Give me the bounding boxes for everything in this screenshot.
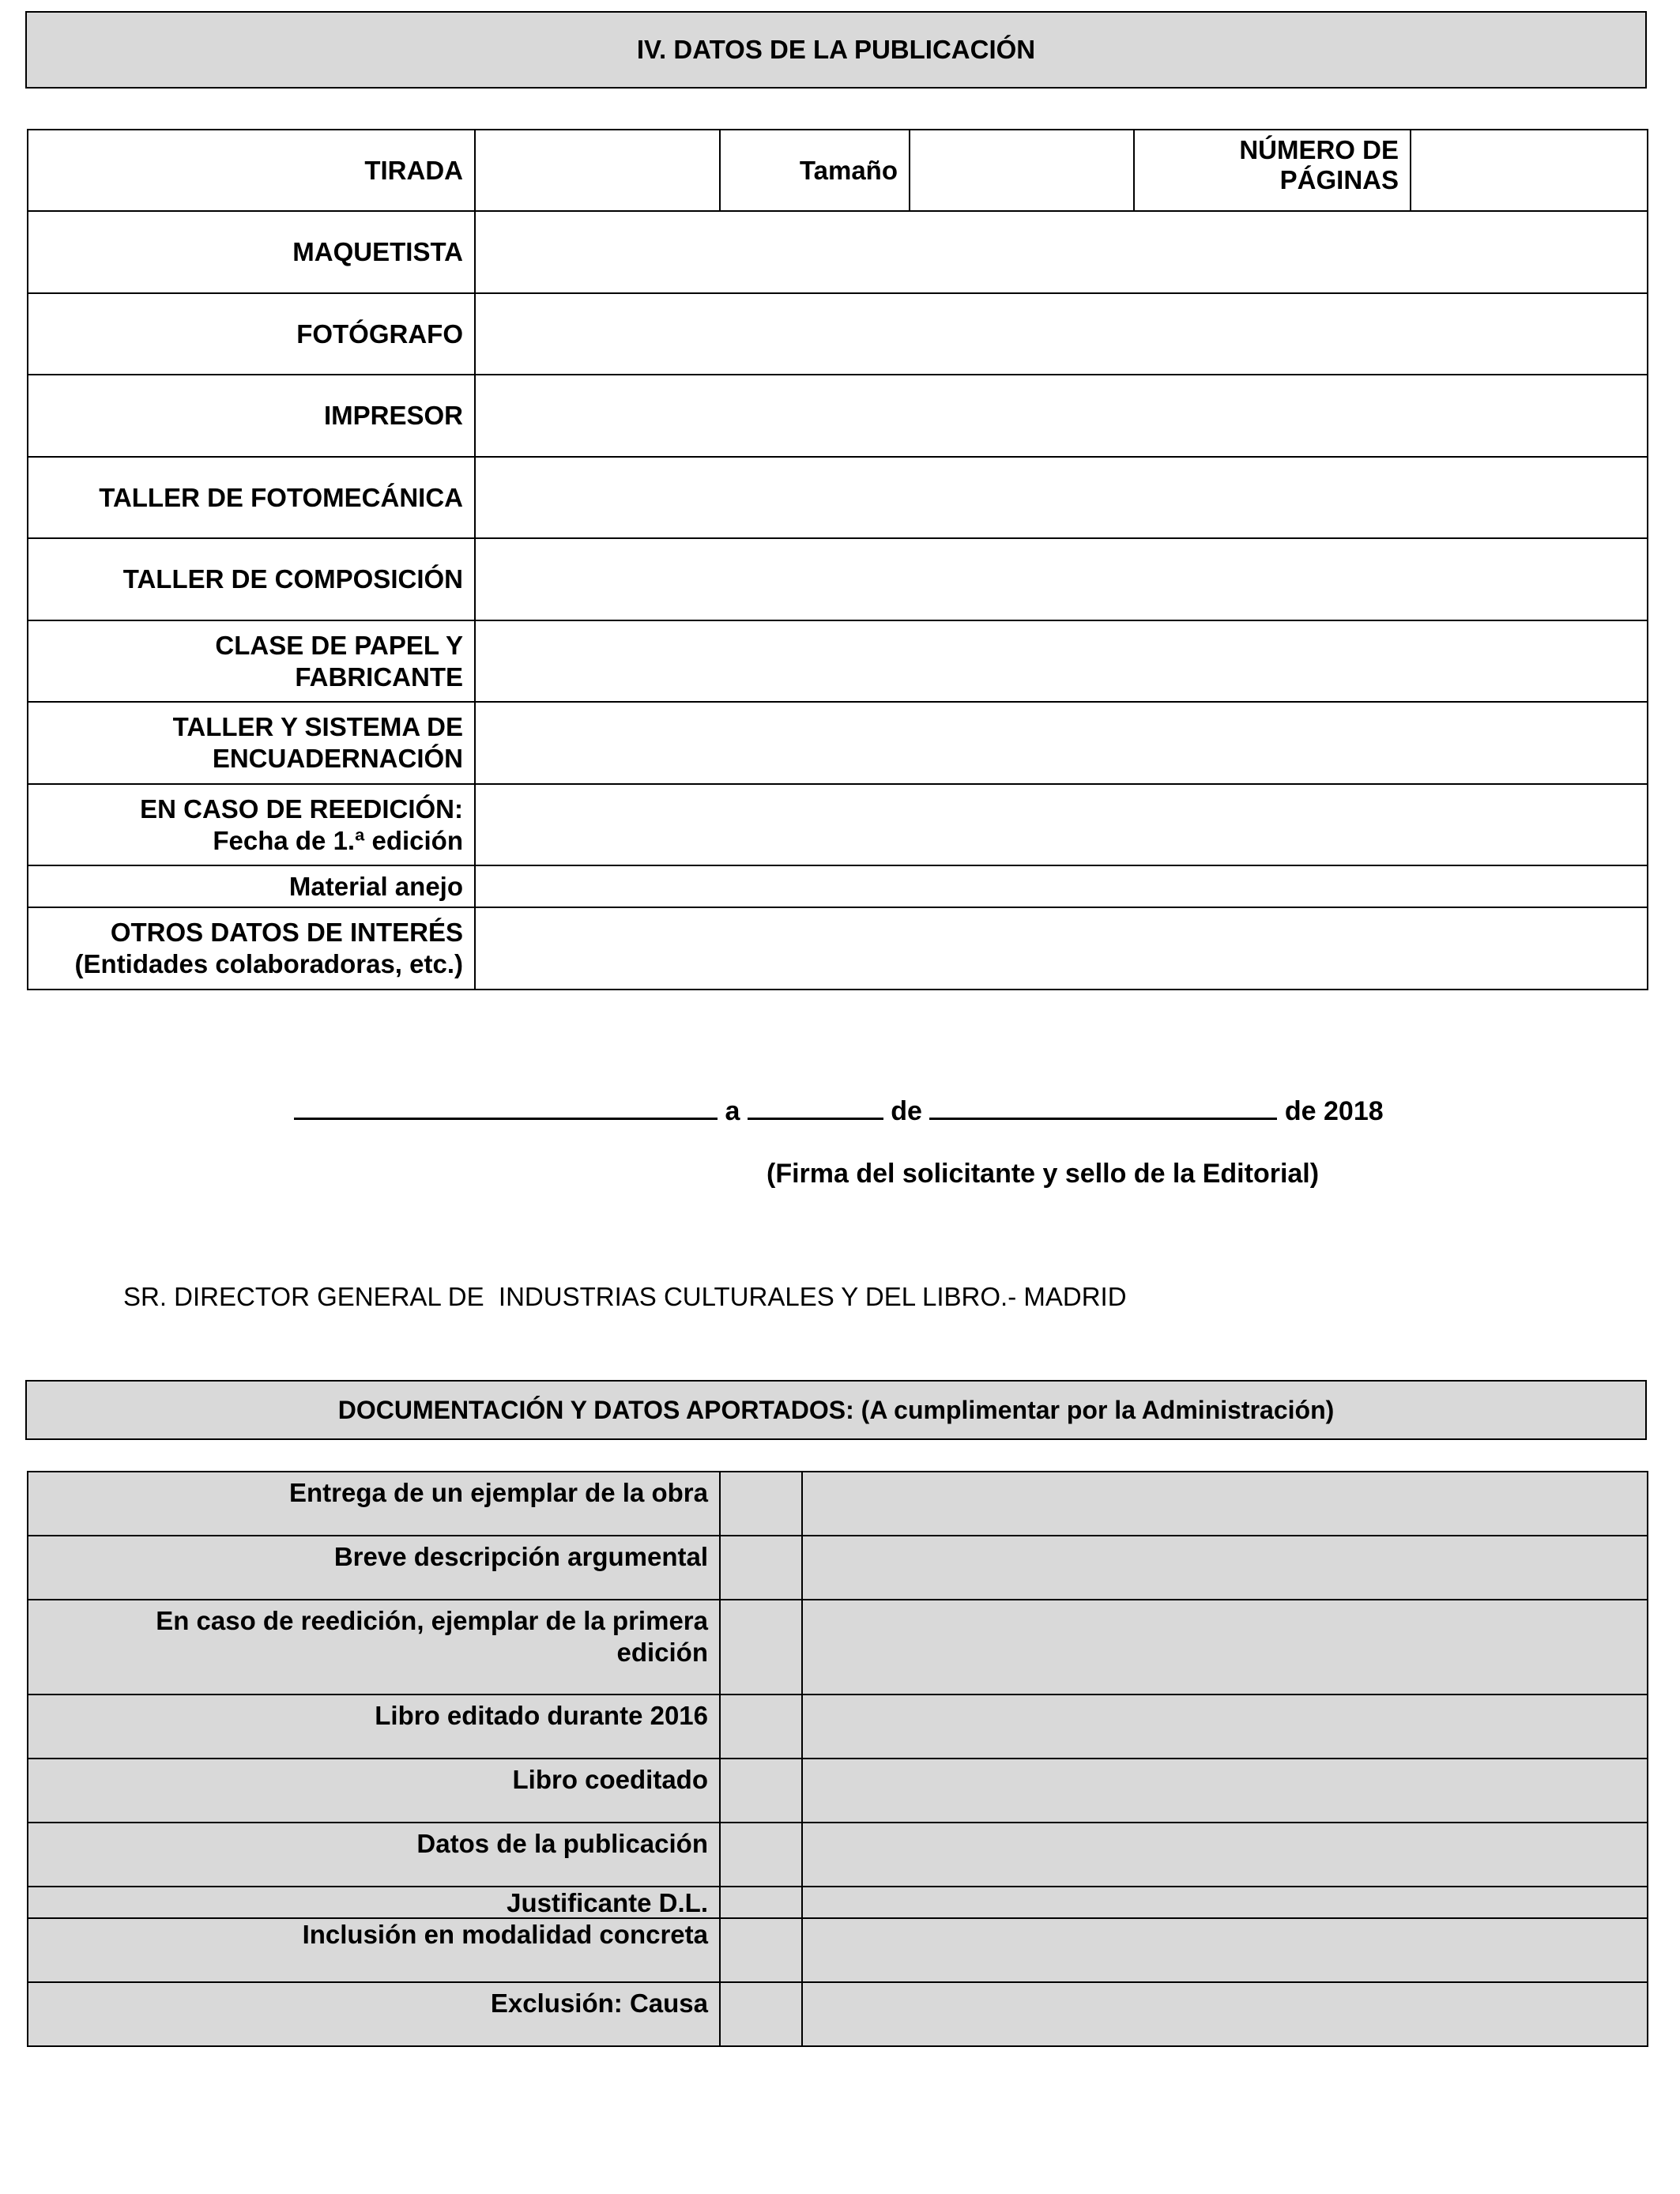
- row-label-line1: OTROS DATOS DE INTERÉS: [110, 918, 463, 947]
- row-label-maquetista: [28, 211, 475, 293]
- doc-row-label: [28, 1600, 720, 1695]
- documentation-title: DOCUMENTACIÓN Y DATOS APORTADOS: (A cumplimentar por la Administración): [337, 1395, 1335, 1424]
- tamano-label: Tamaño: [720, 130, 910, 211]
- doc-check-cell[interactable]: [720, 1695, 802, 1759]
- row-label-line2: FABRICANTE: [295, 662, 463, 692]
- table-row: [28, 457, 1648, 538]
- doc-row-label-text: Exclusión: Causa: [490, 1989, 708, 2018]
- doc-row-label-text: Inclusión en modalidad concreta: [302, 1920, 708, 1949]
- doc-row-label-line2: edición: [616, 1638, 708, 1667]
- row-label-text: TALLER DE FOTOMECÁNICA: [99, 482, 463, 512]
- doc-notes-cell[interactable]: [802, 1982, 1648, 2046]
- documentation-header: [25, 1380, 1647, 1440]
- numero-paginas-label-line1: NÚMERO DE: [1239, 135, 1399, 164]
- otros-datos-field[interactable]: [475, 907, 1648, 990]
- row-label-material-anejo: [28, 865, 475, 907]
- date-a-text: a: [725, 1096, 740, 1126]
- row-label-text: MAQUETISTA: [292, 237, 463, 266]
- row-label-text: IMPRESOR: [323, 401, 463, 430]
- table-row: [28, 1695, 1648, 1759]
- table-row: [28, 1918, 1648, 1982]
- table-row: [28, 620, 1648, 702]
- signature-caption: (Firma del solicitante y sello de la Editorial): [767, 1159, 1320, 1189]
- table-row: [28, 1887, 1648, 1918]
- impresor-field[interactable]: [475, 375, 1648, 457]
- doc-check-cell[interactable]: [720, 1759, 802, 1823]
- doc-row-label: [28, 1982, 720, 2046]
- doc-row-label: [28, 1695, 720, 1759]
- doc-notes-cell[interactable]: [802, 1823, 1648, 1887]
- row-label-encuadernacion: [28, 702, 475, 784]
- documentation-table: [27, 1471, 1648, 2047]
- date-line: [294, 1094, 1384, 1127]
- table-row: [28, 865, 1648, 907]
- reedicion-field[interactable]: [475, 784, 1648, 865]
- tamano-field[interactable]: [910, 130, 1134, 211]
- doc-notes-cell[interactable]: [802, 1887, 1648, 1918]
- doc-check-cell[interactable]: [720, 1887, 802, 1918]
- section-header: [25, 11, 1647, 89]
- doc-notes-cell[interactable]: [802, 1695, 1648, 1759]
- doc-row-label-text: Entrega de un ejemplar de la obra: [289, 1478, 708, 1507]
- doc-row-label-line1: En caso de reedición, ejemplar de la primera: [156, 1606, 708, 1635]
- table-row: [28, 702, 1648, 784]
- table-row: [28, 1472, 1648, 1536]
- month-blank[interactable]: [929, 1094, 1277, 1120]
- tirada-label: TIRADA: [28, 130, 475, 211]
- table-row: [28, 1536, 1648, 1600]
- doc-check-cell[interactable]: [720, 1600, 802, 1695]
- table-row: [28, 293, 1648, 375]
- row-label-reedicion: [28, 784, 475, 865]
- table-row: [28, 1823, 1648, 1887]
- row-label-papel: [28, 620, 475, 702]
- fotografo-field[interactable]: [475, 293, 1648, 375]
- doc-notes-cell[interactable]: [802, 1759, 1648, 1823]
- row-label-text: TALLER DE COMPOSICIÓN: [122, 564, 463, 594]
- row-label-line2: ENCUADERNACIÓN: [212, 744, 463, 773]
- doc-notes-cell[interactable]: [802, 1536, 1648, 1600]
- doc-check-cell[interactable]: [720, 1982, 802, 2046]
- doc-row-label-text: Breve descripción argumental: [333, 1542, 708, 1571]
- doc-check-cell[interactable]: [720, 1472, 802, 1536]
- date-de-text: de: [891, 1096, 922, 1126]
- table-row: [28, 907, 1648, 990]
- table-row-tirada: [28, 130, 1648, 211]
- doc-row-label: [28, 1823, 720, 1887]
- place-blank[interactable]: [294, 1094, 718, 1120]
- doc-notes-cell[interactable]: [802, 1600, 1648, 1695]
- table-row: [28, 1759, 1648, 1823]
- doc-notes-cell[interactable]: [802, 1918, 1648, 1982]
- row-label-composicion: [28, 538, 475, 620]
- material-anejo-field[interactable]: [475, 865, 1648, 907]
- doc-row-label-text: Libro editado durante 2016: [375, 1701, 708, 1730]
- publication-data-table: [27, 129, 1648, 990]
- doc-row-label-text: Datos de la publicación: [416, 1829, 708, 1858]
- row-label-line1: EN CASO DE REEDICIÓN:: [140, 794, 463, 824]
- doc-check-cell[interactable]: [720, 1536, 802, 1600]
- table-row: [28, 1982, 1648, 2046]
- numero-paginas-label: [1134, 130, 1411, 211]
- row-label-line1: TALLER Y SISTEMA DE: [172, 712, 463, 741]
- maquetista-field[interactable]: [475, 211, 1648, 293]
- tirada-field[interactable]: [475, 130, 720, 211]
- numero-paginas-label-line2: PÁGINAS: [1279, 165, 1399, 194]
- doc-notes-cell[interactable]: [802, 1472, 1648, 1536]
- row-label-text: Material anejo: [288, 871, 463, 901]
- encuadernacion-field[interactable]: [475, 702, 1648, 784]
- fotomecanica-field[interactable]: [475, 457, 1648, 538]
- table-row: [28, 1600, 1648, 1695]
- doc-row-label: [28, 1759, 720, 1823]
- row-label-line1: CLASE DE PAPEL Y: [215, 630, 463, 660]
- date-year-text: de 2018: [1284, 1096, 1384, 1126]
- table-row: [28, 211, 1648, 293]
- papel-field[interactable]: [475, 620, 1648, 702]
- doc-row-label: [28, 1536, 720, 1600]
- doc-row-label: [28, 1887, 720, 1918]
- row-label-line2: (Entidades colaboradoras, etc.): [74, 949, 463, 978]
- doc-row-label: [28, 1918, 720, 1982]
- table-row: [28, 375, 1648, 457]
- row-label-impresor: [28, 375, 475, 457]
- table-row: [28, 538, 1648, 620]
- doc-row-label-text: Libro coeditado: [512, 1765, 708, 1794]
- doc-check-cell[interactable]: [720, 1918, 802, 1982]
- doc-row-label-text: Justificante D.L.: [507, 1888, 708, 1917]
- numero-paginas-field[interactable]: [1411, 130, 1648, 211]
- row-label-otros-datos: [28, 907, 475, 990]
- row-label-text: FOTÓGRAFO: [296, 319, 463, 349]
- table-row: [28, 784, 1648, 865]
- addressee: SR. DIRECTOR GENERAL DE INDUSTRIAS CULTURALES Y DEL LIBRO.- MADRID: [123, 1282, 1127, 1311]
- row-label-fotografo: [28, 293, 475, 375]
- row-label-line2: Fecha de 1.ª edición: [213, 825, 463, 855]
- row-label-fotomecanica: [28, 457, 475, 538]
- doc-row-label: [28, 1472, 720, 1536]
- composicion-field[interactable]: [475, 538, 1648, 620]
- day-blank[interactable]: [748, 1094, 883, 1120]
- section-title: IV. DATOS DE LA PUBLICACIÓN: [636, 35, 1036, 64]
- doc-check-cell[interactable]: [720, 1823, 802, 1887]
